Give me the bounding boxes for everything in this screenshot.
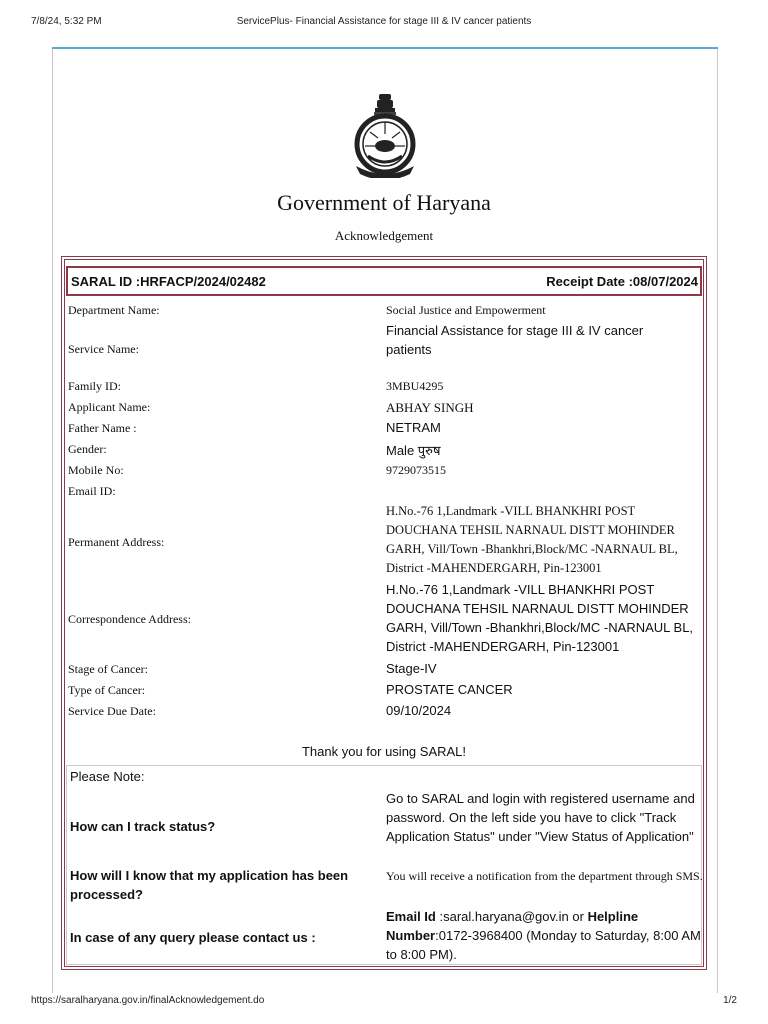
cancer-type-value: PROSTATE CANCER	[386, 682, 513, 697]
mobile-value: 9729073515	[386, 463, 446, 477]
print-header	[31, 16, 737, 30]
permanent-address-value: H.No.-76 1,Landmark -VILL BHANKHRI POST DOUCHANA TEHSIL NARNAUL DISTT MOHINDER GARH, Vill/Town -Bhankhri,Block/MC -NARNAUL BL, District -MAHENDERGARH, Pin-123001	[386, 504, 678, 575]
contact-answer	[386, 907, 704, 964]
correspondence-address-label: Correspondence Address:	[68, 612, 191, 626]
department-value: Social Justice and Empowerment	[386, 303, 546, 317]
stage-value: Stage-IV	[386, 661, 437, 676]
applicant-value: ABHAY SINGH	[386, 400, 474, 415]
gender-value: Male पुरुष	[386, 443, 441, 458]
notes-title: Please Note:	[70, 769, 145, 784]
mobile-label: Mobile No:	[68, 463, 124, 477]
father-value: NETRAM	[386, 420, 441, 435]
receipt-date: Receipt Date :08/07/2024	[546, 274, 698, 289]
email-label: Email ID:	[68, 484, 116, 498]
government-title: Government of Haryana	[277, 190, 491, 215]
department-label: Department Name:	[68, 303, 160, 317]
contact-question: In case of any query please contact us :	[70, 930, 316, 945]
track-status-question: How can I track status?	[70, 819, 216, 834]
saral-id: SARAL ID :HRFACP/2024/02482	[71, 274, 266, 289]
due-date-value: 09/10/2024	[386, 703, 452, 718]
haryana-emblem-icon	[348, 92, 422, 178]
thank-you-message: Thank you for using SARAL!	[301, 744, 467, 759]
due-date-label: Service Due Date:	[68, 704, 156, 718]
gender-label: Gender:	[68, 442, 107, 456]
correspondence-address-value: H.No.-76 1,Landmark -VILL BHANKHRI POST DOUCHANA TEHSIL NARNAUL DISTT MOHINDER GARH, Vill/Town -Bhankhri,Block/MC -NARNAUL BL, District -MAHENDERGARH, Pin-123001	[386, 582, 694, 654]
track-status-answer: Go to SARAL and login with registered username and password. On the left side you have to click "Track Application Status" under "View Status of Application"	[386, 791, 695, 844]
page-number: 1/2	[723, 995, 737, 1006]
support-email[interactable]: :saral.haryana@gov.in or	[435, 909, 588, 924]
print-page-title: ServicePlus- Financial Assistance for stage III & IV cancer patients	[236, 16, 532, 27]
helpline-number: :0172-3968400 (Monday to Saturday, 8:00 AM to 8:00 PM).	[386, 928, 701, 962]
family-id-value: 3MBU4295	[386, 379, 444, 393]
receipt-id-bar	[66, 266, 702, 296]
cancer-type-label: Type of Cancer:	[68, 683, 146, 697]
processed-answer: You will receive a notification from the department through SMS.	[386, 869, 703, 883]
family-id-label: Family ID:	[68, 379, 121, 393]
page-url: https://saralharyana.gov.in/finalAcknowledgement.do	[31, 995, 265, 1006]
print-footer	[31, 995, 737, 1009]
processed-question: How will I know that my application has been processed?	[70, 868, 349, 902]
father-label: Father Name :	[68, 421, 137, 435]
print-datetime: 7/8/24, 5:32 PM	[31, 16, 102, 27]
stage-label: Stage of Cancer:	[68, 662, 148, 676]
applicant-label: Applicant Name:	[68, 400, 151, 414]
service-label: Service Name:	[68, 342, 139, 356]
acknowledgement-title: Acknowledgement	[334, 228, 434, 243]
service-value: Financial Assistance for stage III & IV cancer patients	[386, 323, 644, 357]
email-id-label: Email Id	[386, 909, 436, 924]
permanent-address-label: Permanent Address:	[68, 535, 165, 549]
helpline-label: Helpline Number	[386, 909, 639, 943]
